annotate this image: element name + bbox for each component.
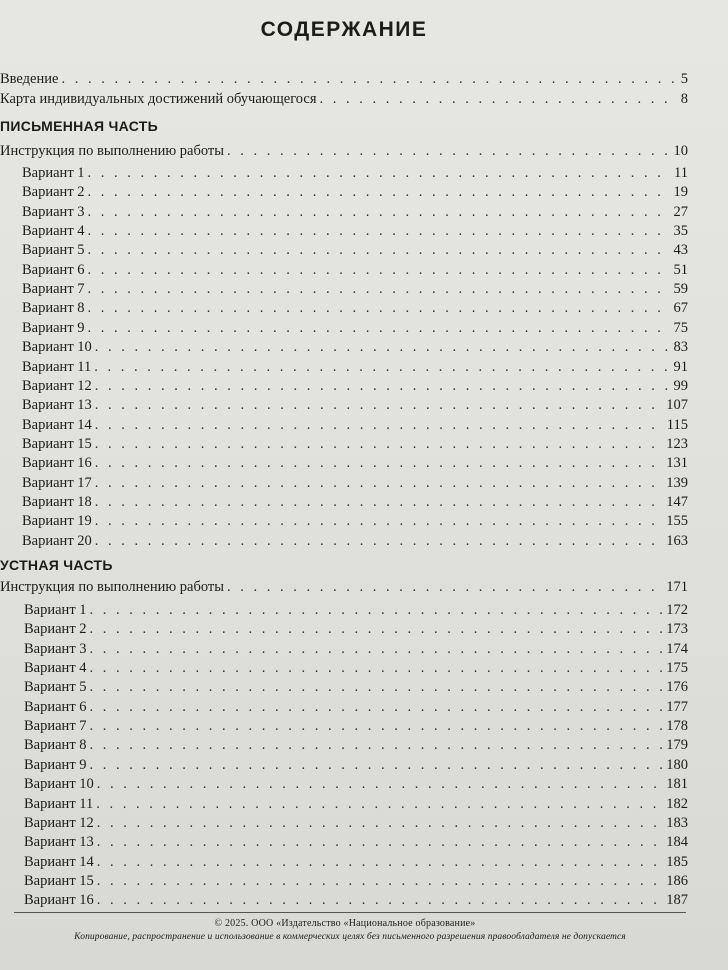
toc-entry-intro [0, 70, 688, 88]
dot-leader [95, 377, 671, 395]
toc-entry-written-variant-label: Вариант 5 [22, 242, 85, 259]
dot-leader [97, 814, 663, 832]
dot-leader [227, 142, 671, 160]
toc-entry-intro-label: Введение [0, 71, 59, 87]
toc-entry-written-variant [22, 203, 688, 221]
toc-entry-written-variant-label: Вариант 10 [22, 339, 92, 356]
toc-entry-written-variant [22, 319, 688, 337]
toc-entry-oral-variant-label: Вариант 10 [24, 776, 94, 793]
dot-leader [90, 640, 664, 658]
toc-entry-written-variant [22, 280, 688, 298]
toc-entry-oral-variant [24, 640, 688, 658]
toc-entry-oral-variant-page-number: 174 [666, 640, 688, 657]
page-title: СОДЕРЖАНИЕ [260, 18, 428, 41]
dot-leader [97, 872, 663, 890]
dot-leader [90, 698, 664, 716]
toc-entry-written-variant [22, 241, 688, 259]
toc-entry-oral-variant-label: Вариант 2 [24, 621, 87, 638]
footer-copyright: © 2025. ООО «Издательство «Национальное образование» [214, 918, 476, 929]
dot-leader [95, 396, 663, 414]
dot-leader [90, 756, 664, 774]
toc-entry-written-variant-page-number: 83 [673, 339, 688, 356]
toc-entry-written-variant-label: Вариант 16 [22, 455, 92, 472]
toc-entry-oral-variant-page-number: 172 [666, 602, 688, 618]
toc-entry-written-variant-page-number: 163 [666, 532, 688, 549]
toc-entry-oral-instruction-label: Инструкция по выполнению работы [0, 579, 224, 595]
toc-entry-oral-variant [24, 717, 688, 735]
toc-entry-oral-variant [24, 678, 688, 696]
toc-entry-written-variant [22, 183, 688, 201]
dot-leader [88, 261, 671, 279]
dot-leader [90, 678, 664, 696]
toc-entry-oral-variant-label: Вариант 15 [24, 872, 94, 889]
dot-leader [95, 493, 663, 511]
toc-entry-oral-variant-label: Вариант 5 [24, 679, 87, 696]
toc-entry-oral-variant [24, 872, 688, 890]
dot-leader [320, 90, 678, 108]
toc-entry-written-variant-page-number: 107 [666, 397, 688, 414]
toc-entry-oral-variant-page-number: 181 [666, 776, 688, 793]
toc-entry-written-variant-page-number: 99 [673, 377, 688, 394]
toc-entry-oral-variant [24, 853, 688, 871]
toc-entry-written-variant-label: Вариант 15 [22, 435, 92, 452]
toc-entry-oral-variant-label: Вариант 16 [24, 892, 94, 909]
toc-entry-oral-variant-page-number: 187 [666, 892, 688, 909]
toc-entry-oral-variant-page-number: 179 [666, 737, 688, 754]
toc-entry-oral-variant [24, 659, 688, 677]
toc-entry-achievement-map-page-number: 8 [680, 91, 688, 107]
dot-leader [88, 280, 671, 298]
toc-entry-written-variant-page-number: 11 [674, 165, 688, 181]
dot-leader [95, 338, 671, 356]
toc-entry-oral-variant-page-number: 180 [666, 756, 688, 773]
toc-entry-intro-page-number: 5 [680, 71, 688, 87]
toc-entry-oral-variant [24, 620, 688, 638]
dot-leader [90, 659, 664, 677]
toc-entry-oral-variant-page-number: 176 [666, 679, 688, 696]
toc-entry-oral-variant [24, 756, 688, 774]
toc-entry-oral-variant [24, 833, 688, 851]
toc-entry-written-variant-label: Вариант 3 [22, 203, 85, 220]
dot-leader [95, 416, 664, 434]
toc-entry-written-variant-page-number: 139 [666, 474, 688, 491]
toc-entry-oral-variant [24, 795, 688, 813]
dot-leader [88, 164, 672, 182]
toc-entry-oral-variant-page-number: 173 [666, 621, 688, 638]
toc-entry-written-variant-label: Вариант 8 [22, 300, 85, 317]
dot-leader [61, 70, 677, 88]
toc-entry-written-variant [22, 512, 688, 530]
toc-entry-written-variant [22, 454, 688, 472]
toc-entry-oral-variant [24, 891, 688, 909]
toc-entry-written-variant-page-number: 123 [666, 435, 688, 452]
dot-leader [96, 795, 663, 813]
toc-entry-oral-variant [24, 736, 688, 754]
dot-leader [95, 532, 663, 550]
toc-entry-written-variant-page-number: 67 [673, 300, 688, 317]
footer-notice: Копирование, распространение и использование в коммерческих целях без письменного разрешения правообладателя не допускается [74, 932, 626, 942]
toc-entry-oral-instruction [0, 578, 688, 596]
toc-entry-written-variant-page-number: 35 [673, 223, 688, 240]
toc-entry-written-variant [22, 532, 688, 550]
toc-entry-written-variant-label: Вариант 17 [22, 474, 92, 491]
dot-leader [90, 601, 664, 619]
toc-entry-written-instruction [0, 142, 688, 160]
toc-entry-oral-variant-page-number: 177 [666, 698, 688, 715]
toc-entry-oral-variant-page-number: 178 [666, 718, 688, 735]
toc-entry-oral-variant-label: Вариант 14 [24, 853, 94, 870]
toc-entry-oral-variant-page-number: 175 [666, 660, 688, 677]
section-heading-oral: УСТНАЯ ЧАСТЬ [0, 557, 113, 573]
toc-entry-written-variant-page-number: 51 [673, 261, 688, 278]
toc-entry-oral-variant-page-number: 182 [666, 795, 688, 812]
toc-entry-written-variant-page-number: 131 [666, 455, 688, 472]
dot-leader [227, 578, 663, 596]
toc-entry-written-variant-label: Вариант 11 [22, 358, 92, 375]
toc-entry-written-variant-page-number: 19 [673, 184, 688, 201]
toc-entry-written-variant [22, 474, 688, 492]
dot-leader [97, 775, 663, 793]
toc-entry-written-instruction-label: Инструкция по выполнению работы [0, 143, 224, 159]
dot-leader [88, 299, 671, 317]
toc-entry-written-variant [22, 358, 688, 376]
toc-entry-oral-variant-label: Вариант 3 [24, 640, 87, 657]
toc-entry-written-variant-label: Вариант 2 [22, 184, 85, 201]
dot-leader [95, 454, 663, 472]
toc-entry-oral-variant-page-number: 186 [666, 872, 688, 889]
toc-entry-oral-variant-label: Вариант 4 [24, 660, 87, 677]
dot-leader [97, 891, 663, 909]
toc-entry-written-variant [22, 396, 688, 414]
toc-entry-oral-variant-label: Вариант 11 [24, 795, 94, 812]
dot-leader [88, 183, 671, 201]
toc-entry-oral-variant-label: Вариант 6 [24, 698, 87, 715]
toc-entry-written-variant-page-number: 115 [666, 416, 688, 433]
toc-entry-written-variant [22, 416, 688, 434]
toc-entry-written-variant [22, 222, 688, 240]
toc-entry-oral-variant-page-number: 183 [666, 814, 688, 831]
toc-entry-oral-variant [24, 775, 688, 793]
footer-divider [14, 912, 686, 913]
toc-entry-written-variant [22, 493, 688, 511]
dot-leader [90, 717, 664, 735]
toc-entry-oral-instruction-page-number: 171 [666, 579, 688, 595]
dot-leader [88, 203, 671, 221]
toc-entry-written-variant-label: Вариант 20 [22, 532, 92, 549]
toc-entry-written-variant [22, 164, 688, 182]
toc-entry-written-variant [22, 338, 688, 356]
toc-entry-written-variant-label: Вариант 19 [22, 513, 92, 530]
toc-entry-written-instruction-page-number: 10 [673, 143, 688, 159]
toc-entry-written-variant [22, 299, 688, 317]
toc-entry-written-variant-page-number: 27 [673, 203, 688, 220]
toc-entry-oral-variant-label: Вариант 9 [24, 756, 87, 773]
dot-leader [97, 833, 663, 851]
toc-entry-oral-variant-label: Вариант 7 [24, 718, 87, 735]
toc-entry-written-variant-page-number: 59 [673, 281, 688, 298]
toc-entry-written-variant-page-number: 147 [666, 493, 688, 510]
toc-entry-oral-variant-page-number: 185 [666, 853, 688, 870]
dot-leader [95, 474, 663, 492]
dot-leader [95, 512, 663, 530]
toc-entry-oral-variant-label: Вариант 1 [24, 602, 87, 618]
toc-entry-written-variant-page-number: 75 [673, 319, 688, 336]
toc-entry-oral-variant-label: Вариант 12 [24, 814, 94, 831]
toc-entry-written-variant-label: Вариант 9 [22, 319, 85, 336]
dot-leader [97, 853, 663, 871]
toc-entry-written-variant-label: Вариант 13 [22, 397, 92, 414]
toc-entry-achievement-map [0, 90, 688, 108]
toc-entry-written-variant [22, 377, 688, 395]
toc-entry-written-variant-label: Вариант 7 [22, 281, 85, 298]
toc-entry-written-variant-page-number: 91 [673, 358, 688, 375]
dot-leader [94, 358, 670, 376]
dot-leader [88, 319, 671, 337]
toc-entry-oral-variant-page-number: 184 [666, 834, 688, 851]
toc-entry-oral-variant [24, 814, 688, 832]
dot-leader [90, 620, 664, 638]
toc-entry-written-variant-label: Вариант 6 [22, 261, 85, 278]
section-heading-written: ПИСЬМЕННАЯ ЧАСТЬ [0, 118, 159, 134]
toc-entry-oral-variant [24, 601, 688, 619]
dot-leader [95, 435, 663, 453]
toc-entry-written-variant-label: Вариант 14 [22, 416, 92, 433]
toc-entry-oral-variant-label: Вариант 8 [24, 737, 87, 754]
dot-leader [88, 222, 671, 240]
dot-leader [90, 736, 664, 754]
toc-entry-written-variant [22, 435, 688, 453]
toc-entry-written-variant-page-number: 155 [666, 513, 688, 530]
toc-entry-written-variant-label: Вариант 4 [22, 223, 85, 240]
toc-entry-written-variant-label: Вариант 18 [22, 493, 92, 510]
toc-entry-written-variant-label: Вариант 12 [22, 377, 92, 394]
toc-entry-achievement-map-label: Карта индивидуальных достижений обучающегося [0, 91, 317, 107]
toc-entry-written-variant [22, 261, 688, 279]
toc-entry-written-variant-page-number: 43 [673, 242, 688, 259]
dot-leader [88, 241, 671, 259]
toc-entry-oral-variant [24, 698, 688, 716]
toc-entry-written-variant-label: Вариант 1 [22, 165, 85, 181]
toc-entry-oral-variant-label: Вариант 13 [24, 834, 94, 851]
